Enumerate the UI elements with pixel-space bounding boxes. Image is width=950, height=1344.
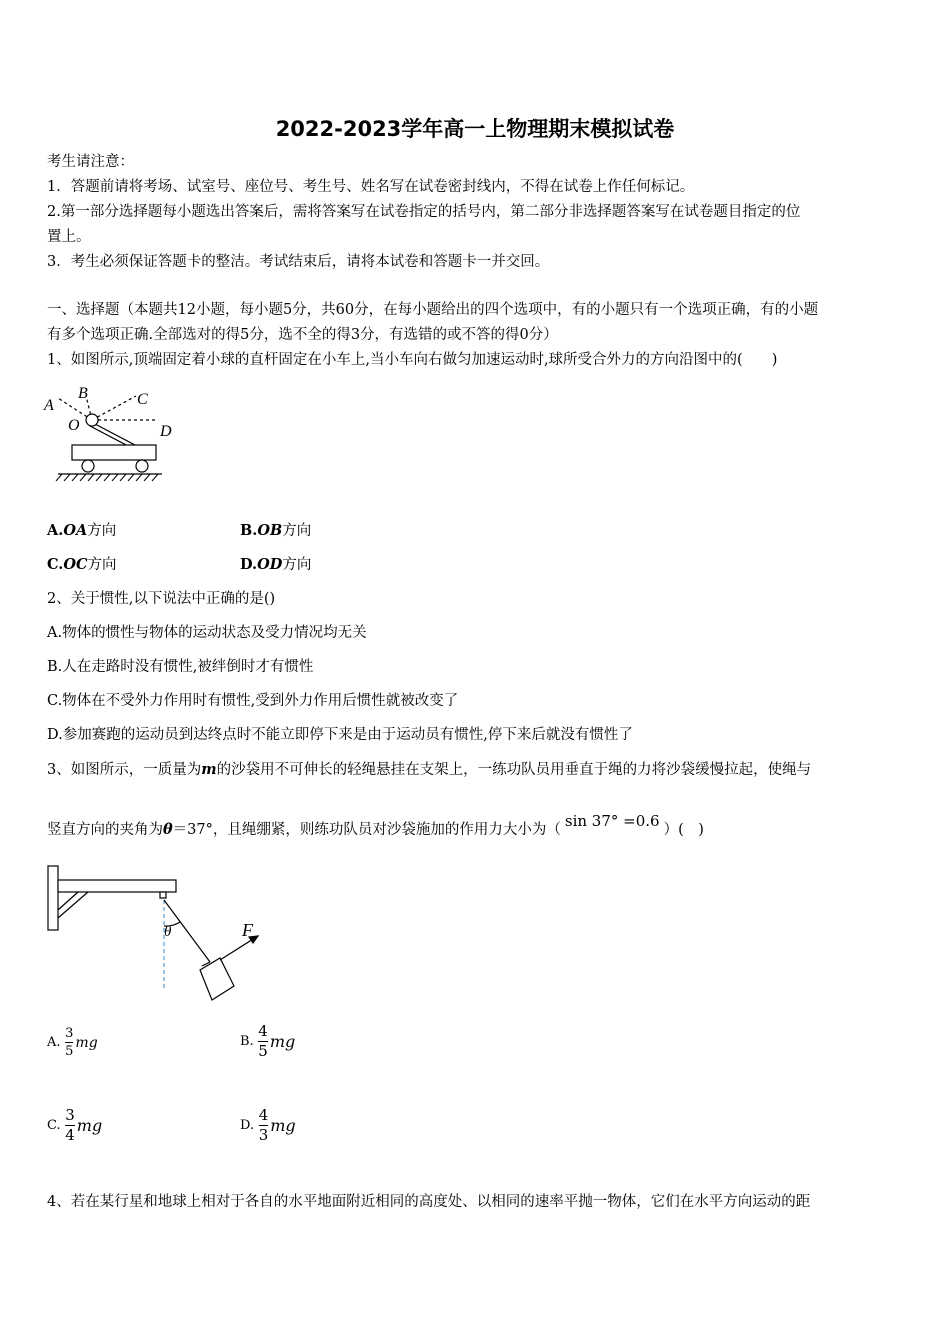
question-4-stem: 4、若在某行星和地球上相对于各自的水平地面附近相同的高度处、以相同的速率平抛一物体，它们在水平方向运动的距 [47, 1194, 811, 1210]
notice-item-1: 1．答题前请将考场、试室号、座位号、考生号、姓名写在试卷密封线内，不得在试卷上作任何标记。 [47, 179, 695, 195]
notice-item-2: 2.第一部分选择题每小题选出答案后，需将答案写在试卷指定的括号内，第二部分非选择题答案写在试卷题目指定的位 [47, 204, 801, 220]
question-3-stem: 3、如图所示，一质量为m的沙袋用不可伸长的轻绳悬挂在支架上，一练功队员用垂直于绳的力将沙袋缓慢拉起，使绳与 [47, 761, 812, 778]
q2-option-d: D.参加赛跑的运动员到达终点时不能立即停下来是由于运动员有惯性,停下来后就没有惯性了 [47, 727, 633, 743]
q2-option-a: A.物体的惯性与物体的运动状态及受力情况均无关 [47, 625, 367, 641]
q3-option-d: D. $\frac{4}{3}$ mg [240, 1106, 296, 1144]
question-3-stem-line2: 竖直方向的夹角为θ＝37°，且绳绷紧，则练功队员对沙袋施加的作用力大小为（ sin 37° =0.6 ）( ) [47, 812, 704, 838]
label-c: C [137, 391, 148, 408]
q3-option-b: B. $\frac{4}{5}$ mg [240, 1022, 296, 1060]
q3-option-a: A. $\frac{3}{5}$ mg [47, 1026, 98, 1059]
label-b: B [78, 385, 88, 402]
label-d: D [160, 423, 172, 440]
q1-option-a: A.OA方向 [47, 522, 117, 539]
label-a: A [44, 397, 54, 414]
q1-option-b: B.OB方向 [240, 522, 312, 539]
q1-option-c: C.OC方向 [47, 556, 117, 573]
label-f: F [242, 920, 253, 940]
sin-expression: sin 37° =0.6 [564, 812, 660, 830]
question-1-figure [40, 378, 175, 486]
label-o: O [68, 417, 80, 434]
section-heading-line2: 有多个选项正确.全部选对的得5分，选不全的得3分，有选错的或不答的得0分） [47, 327, 558, 343]
notice-heading: 考生请注意： [47, 154, 134, 170]
label-theta: θ [164, 924, 172, 940]
notice-item-3: 3．考生必须保证答题卡的整洁。考试结束后，请将本试卷和答题卡一并交回。 [47, 254, 550, 270]
question-1-stem: 1、如图所示,顶端固定着小球的直杆固定在小车上,当小车向右做匀加速运动时,球所受合外力的方向沿图中的( ) [47, 352, 778, 368]
q1-option-d: D.OD方向 [240, 556, 312, 573]
section-heading-line1: 一、选择题（本题共12小题，每小题5分，共60分，在每小题给出的四个选项中，有的小题只有一个选项正确，有的小题 [47, 302, 819, 318]
notice-item-2-cont: 置上。 [47, 229, 91, 245]
question-3-figure [44, 860, 274, 1008]
q3-option-c: C. $\frac{3}{4}$ mg [47, 1106, 103, 1144]
question-2-stem: 2、关于惯性,以下说法中正确的是() [47, 591, 276, 607]
page-title: 2022-2023学年高一上物理期末模拟试卷 [275, 117, 675, 141]
q2-option-c: C.物体在不受外力作用时有惯性,受到外力作用后惯性就被改变了 [47, 693, 459, 709]
q2-option-b: B.人在走路时没有惯性,被绊倒时才有惯性 [47, 659, 314, 675]
